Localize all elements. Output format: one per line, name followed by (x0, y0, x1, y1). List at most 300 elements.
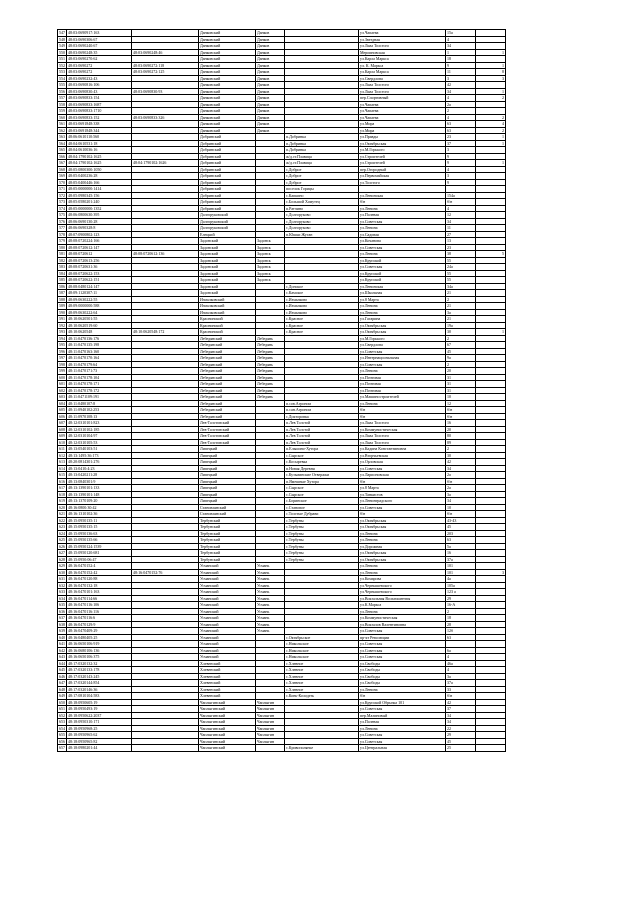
settlement-cell: с.Капкино (285, 192, 359, 199)
apartment-number-cell: 1 (476, 49, 506, 56)
district-cell: Усманский (199, 576, 256, 583)
house-number-cell: 63 (446, 634, 476, 641)
row-number-cell: 578 (59, 231, 65, 237)
settlement-cell: с.Сырское (285, 485, 359, 492)
city-cell: Данков (256, 108, 285, 115)
cadastral-number-cell: 48:18:0950965:82 (67, 738, 132, 745)
cadastral-number-cell: 48:17:0810104:583 (67, 693, 132, 700)
house-number-cell: б/н (446, 413, 476, 420)
register-table-body (58, 30, 506, 752)
cadastral-number-cell: 48:20:0814301:276 (67, 459, 132, 466)
street-cell: ул.Свердлова (359, 75, 446, 82)
district-cell: Липецкий (199, 472, 256, 479)
house-number-cell: 3а (446, 673, 476, 680)
cadastral-number-cell: 48:10:0620501:55 (67, 316, 132, 323)
street-cell: ул.Крупской Обрызка 101 (359, 699, 446, 706)
street-cell: ул.Чернышевского (359, 589, 446, 596)
street-cell: ул.Ленина (359, 537, 446, 544)
city-cell: Чаплыгин (256, 712, 285, 719)
cadastral-number-cell: 48:15:0950124:1539 (67, 543, 132, 550)
house-number-cell: б/н (446, 511, 476, 518)
row-number-cell: 619 (59, 498, 65, 503)
row-number-cell: 571 (59, 186, 65, 191)
city-cell: Данков (256, 36, 285, 43)
cadastral-number-cell: 48:16:0650106:375 (67, 654, 132, 661)
settlement-cell: с.Измалково (285, 303, 359, 310)
cadastral-number-cell: 48:04:1790102:1625 (67, 160, 132, 167)
house-number-cell: 3 (446, 75, 476, 82)
district-cell: Данковский (199, 69, 256, 76)
settlement-cell: п.Добринка (285, 134, 359, 141)
house-number-cell: 34 (446, 43, 476, 50)
house-number-cell: 21 (446, 316, 476, 323)
row-number-cell: 640 (59, 634, 65, 640)
row-number-cell: 553 (59, 69, 65, 74)
cadastral-number-cell: 48:15:0950135:15 (67, 524, 132, 531)
apartment-number-cell: 8 (476, 69, 506, 76)
district-cell: Лебедянский (199, 407, 256, 414)
city-cell: Лебедянь (256, 348, 285, 355)
row-number-cell: 569 (59, 173, 65, 178)
house-number-cell: 45 (446, 348, 476, 355)
street-cell: ул.Октябрьская (359, 329, 446, 336)
settlement-cell: с.Тербуны (285, 550, 359, 557)
cadastral-number-cell: 48:16:0470114:66 (67, 595, 132, 602)
district-cell: Краснинский (199, 322, 256, 329)
district-cell: Усманский (199, 654, 256, 661)
sub-cadastral-number-cell: 48:04:1790102:1626 (132, 160, 199, 167)
house-number-cell: 34а (446, 283, 476, 290)
settlement-cell: с.Тербуны (285, 543, 359, 550)
street-cell: ул.Льва Толстого (359, 420, 446, 427)
street-cell: ул.Советская (359, 738, 446, 745)
district-cell: Липецкий (199, 498, 256, 505)
cadastral-number-cell: 48:03:0690270:62 (67, 56, 132, 63)
row-number-cell: 574 (59, 205, 65, 211)
district-cell: Добринский (199, 199, 256, 206)
settlement-cell: с.Долгоруково (285, 212, 359, 219)
cadastral-number-cell: 48:12:0310102:185 (67, 426, 132, 433)
row-number-cell: 561 (59, 121, 65, 126)
district-cell: Добринский (199, 186, 256, 193)
house-number-cell: б/н (446, 693, 476, 700)
row-number-cell: 636 (59, 608, 65, 614)
settlement-cell: с.Хлевное (285, 673, 359, 680)
district-cell: Хлевенский (199, 667, 256, 674)
city-cell: Усмань (256, 628, 285, 635)
settlement-cell: с.Тербуны (285, 530, 359, 537)
house-number-cell: 6а (446, 647, 476, 654)
street-cell: ул.Льва Толстого (359, 88, 446, 95)
street-cell: ул.Льва Толстого (359, 43, 446, 50)
district-cell: Краснинский (199, 316, 256, 323)
table-row (58, 745, 506, 752)
settlement-cell: с.Кузьминские Отвержки (285, 472, 359, 479)
city-cell: Лебедянь (256, 335, 285, 342)
settlement-cell: с.Кривополянье (285, 745, 359, 752)
cadastral-number-cell: 48:08:0720622:151 (67, 277, 132, 284)
district-cell: Усманский (199, 563, 256, 570)
city-cell: Данков (256, 75, 285, 82)
row-number-cell: 548 (59, 36, 65, 42)
district-cell: Данковский (199, 88, 256, 95)
district-cell: Чаплыгинский (199, 745, 256, 752)
street-cell: ул.Строителей (359, 160, 446, 167)
row-number-cell: 575 (59, 212, 65, 217)
street-cell: ул.Советская (359, 361, 446, 368)
house-number-cell: 28 (446, 621, 476, 628)
row-number-cell: 643 (59, 654, 65, 659)
district-cell: Лебедянский (199, 394, 256, 401)
apartment-number-cell: 2 (476, 114, 506, 121)
house-number-cell: 21 (446, 290, 476, 297)
settlement-cell: с.Никольское (285, 647, 359, 654)
street-cell: ул.Крупской (359, 277, 446, 284)
house-number-cell: 13 (446, 238, 476, 245)
row-number-cell: 617 (59, 485, 65, 490)
cadastral-number-cell: 48:16:0470101:163 (67, 589, 132, 596)
cadastral-number-cell: 48:13:0840301:9 (67, 478, 132, 485)
district-cell: Лебедянский (199, 400, 256, 407)
cadastral-number-cell: 48:03:0691848:344 (67, 127, 132, 134)
house-number-cell: 63 (446, 537, 476, 544)
house-number-cell: 123 а (446, 589, 476, 596)
house-number-cell: 34 (446, 88, 476, 95)
settlement-cell: п.Юшки Жуган (285, 231, 359, 238)
cadastral-number-cell: 48:16:0650106:919 (67, 641, 132, 648)
house-number-cell: 33 (446, 686, 476, 693)
street-cell: ул.Свердлова (359, 342, 446, 349)
street-cell: ул.Строителей (359, 153, 446, 160)
city-cell: Чаплыгин (256, 732, 285, 739)
district-cell: Лебедянский (199, 374, 256, 381)
settlement-cell: с.Донское (285, 283, 359, 290)
row-number-cell: 605 (59, 407, 65, 412)
street-cell: ул.Школьная (359, 290, 446, 297)
street-cell: ул.Свободы (359, 667, 446, 674)
house-number-cell: 31 (446, 374, 476, 381)
district-cell: Чаплыгинский (199, 738, 256, 745)
house-number-cell: 34 (446, 498, 476, 505)
district-cell: Тербунский (199, 524, 256, 531)
row-number-cell: 637 (59, 615, 65, 620)
street-cell: ул.Чапаева (359, 114, 446, 121)
city-cell: Задонск (256, 244, 285, 251)
cadastral-number-cell: 48:03:0690833:152 (67, 114, 132, 121)
settlement-cell: с.Красное (285, 322, 359, 329)
sub-cadastral-number-cell: 48:10:0620548:172 (132, 329, 199, 336)
street-cell: ул.Льва Толстого (359, 439, 446, 446)
settlement-cell: с.Тербуны (285, 537, 359, 544)
city-cell: Лебедянь (256, 374, 285, 381)
house-number-cell: 24а (446, 264, 476, 271)
row-number-cell: 556 (59, 88, 65, 94)
row-number-cell: 547 (59, 30, 65, 35)
cadastral-number-cell: 48:03:0690306:67 (67, 36, 132, 43)
street-cell: ул.Льва Толстого (359, 82, 446, 89)
house-number-cell: 22 (446, 725, 476, 732)
street-cell: ул.Ленинградского (359, 498, 446, 505)
house-number-cell: 4 (446, 205, 476, 212)
house-number-cell: 31 (446, 381, 476, 388)
settlement-cell: с.Доброе (285, 179, 359, 186)
row-number-cell: 570 (59, 179, 65, 185)
row-number-cell: 595 (59, 342, 65, 347)
settlement-cell: с.Толстые Дубрави (285, 511, 359, 518)
city-cell: Усмань (256, 602, 285, 609)
row-number-cell: 592 (59, 322, 65, 328)
house-number-cell: 43-43 (446, 517, 476, 524)
house-number-cell: 12б (446, 628, 476, 635)
cadastral-number-cell: 48:11:0470135:198 (67, 342, 132, 349)
row-number-cell: 639 (59, 628, 65, 633)
cadastral-number-cell: 48:09:1120307:11 (67, 290, 132, 297)
house-number-cell: 42 (446, 82, 476, 89)
row-number-cell: 651 (59, 706, 65, 711)
row-number-cell: 566 (59, 153, 65, 159)
settlement-cell: с.Сырское (285, 491, 359, 498)
cadastral-number-cell: 48:18:0950965:62 (67, 732, 132, 739)
street-cell: ул.Ленина (359, 205, 446, 212)
cadastral-number-cell: 48:11:0470179:64 (67, 361, 132, 368)
settlement-cell: с.Косыревка (285, 459, 359, 466)
house-number-cell: 2а (446, 101, 476, 108)
house-number-cell: 23 (446, 134, 476, 141)
cadastral-number-cell: 48:03:0690833:154 (67, 95, 132, 102)
street-cell: ул.Ленина (359, 400, 446, 407)
city-cell: Лебедянь (256, 361, 285, 368)
house-number-cell: 31 (446, 387, 476, 394)
row-number-cell: 608 (59, 426, 65, 432)
sub-cadastral-number-cell: 48:03:0690248:46 (132, 49, 199, 56)
cadastral-number-cell: 48:13:0540103:51 (67, 446, 132, 453)
row-number-cell: 602 (59, 387, 65, 393)
row-number-cell: 579 (59, 238, 65, 243)
street-cell: ул.Ленинская (359, 192, 446, 199)
row-number-cell: 550 (59, 49, 65, 55)
city-cell: Данков (256, 43, 285, 50)
house-number-cell: 21 (446, 303, 476, 310)
house-number-cell: 55 (446, 277, 476, 284)
street-cell: ул.Ленинская (359, 283, 446, 290)
district-cell: Чаплыгинский (199, 725, 256, 732)
street-cell: ул.Октябрьская (359, 550, 446, 557)
house-number-cell: 16-А (446, 602, 476, 609)
row-number-cell: 563 (59, 134, 65, 139)
district-cell: Задонский (199, 244, 256, 251)
cadastral-number-cell: 48:03:0690272 (67, 69, 132, 76)
house-number-cell: 3 (446, 173, 476, 180)
settlement-cell: с.Хлевное (285, 680, 359, 687)
cadastral-number-cell: 48:05:0980345:156 (67, 192, 132, 199)
settlement-cell: п.Ельшино-Хутора (285, 446, 359, 453)
district-cell: Добринский (199, 179, 256, 186)
apartment-number-cell: 2 (476, 127, 506, 134)
row-number-cell: 615 (59, 472, 65, 477)
street-cell: ул.Октябрьская (359, 524, 446, 531)
street-cell: ул.Советская (359, 348, 446, 355)
district-cell: Усманский (199, 589, 256, 596)
street-cell: ул.Орловская (359, 459, 446, 466)
district-cell: Задонский (199, 290, 256, 297)
house-number-cell: 2 (446, 446, 476, 453)
row-number-cell: 567 (59, 160, 65, 165)
district-cell: Тербунский (199, 556, 256, 563)
cadastral-number-cell: 48:16:0480405:25 (67, 634, 132, 641)
house-number-cell: 12 (446, 212, 476, 219)
row-number-cell: 577 (59, 225, 65, 230)
apartment-number-cell: 1 (476, 329, 506, 336)
cadastral-number-cell: 48:13:1390101:133 (67, 485, 132, 492)
district-cell: Лев-Толстовский (199, 439, 256, 446)
district-cell: Хлевенский (199, 673, 256, 680)
district-cell: Данковский (199, 43, 256, 50)
district-cell: Липецкий (199, 478, 256, 485)
district-cell: Добринский (199, 134, 256, 141)
district-cell: Лебедянский (199, 368, 256, 375)
settlement-cell: с.Доброе (285, 166, 359, 173)
district-cell: Тербунский (199, 543, 256, 550)
city-cell: Данков (256, 82, 285, 89)
row-number-cell: 620 (59, 504, 65, 510)
settlement-cell: п.Добринка (285, 147, 359, 154)
street-cell: пр-кт Революции (359, 634, 446, 641)
street-cell: ул.Ленина (359, 368, 446, 375)
house-number-cell: 45 (446, 738, 476, 745)
city-cell: Чаплыгин (256, 699, 285, 706)
apartment-number-cell: 1 (476, 62, 506, 69)
district-cell: Усманский (199, 569, 256, 576)
house-number-cell: 3 (446, 147, 476, 154)
house-number-cell: 2 (446, 361, 476, 368)
cadastral-number-cell: 48:15:0950120:681 (67, 550, 132, 557)
house-number-cell: 105а (446, 582, 476, 589)
house-number-cell: б/н (446, 407, 476, 414)
house-number-cell: 18 (446, 615, 476, 622)
house-number-cell: 4 (446, 667, 476, 674)
street-cell: ул.Советская (359, 218, 446, 225)
row-number-cell: 653 (59, 719, 65, 724)
row-number-cell: 573 (59, 199, 65, 204)
settlement-cell: с.Тербуны (285, 517, 359, 524)
house-number-cell: 30 (446, 452, 476, 459)
district-cell: Измалковский (199, 309, 256, 316)
row-number-cell: 607 (59, 420, 65, 425)
district-cell: Чаплыгинский (199, 732, 256, 739)
row-number-cell: 642 (59, 647, 65, 653)
cadastral-number-cell: 48:03:0690248:35 (67, 49, 132, 56)
cadastral-number-cell: 48:16:0470129:9 (67, 621, 132, 628)
cadastral-number-cell: 48:11:0471109:191 (67, 394, 132, 401)
house-number-cell: 63 (446, 121, 476, 128)
cadastral-number-cell: 48:06:0610110:560 (67, 134, 132, 141)
city-cell: Данков (256, 127, 285, 134)
cadastral-number-cell: 48:05:0800300:1050 (67, 166, 132, 173)
settlement-cell: с.Хлевное (285, 667, 359, 674)
cadastral-number-cell: 48:05:0400446:166 (67, 179, 132, 186)
street-cell: ул.Ленина (359, 530, 446, 537)
district-cell: Задонский (199, 238, 256, 245)
row-number-cell: 618 (59, 491, 65, 497)
city-cell: Лебедянь (256, 342, 285, 349)
city-cell: Данков (256, 30, 285, 37)
street-cell: ул.Центральная (359, 745, 446, 752)
district-cell: Чаплыгинский (199, 719, 256, 726)
row-number-cell: 652 (59, 712, 65, 718)
district-cell: Чаплыгинский (199, 706, 256, 713)
district-cell: Данковский (199, 101, 256, 108)
row-number-cell: 630 (59, 569, 65, 575)
street-cell: б/н (359, 511, 446, 518)
street-cell: ул.Октябрьская (359, 517, 446, 524)
cadastral-number-cell: 48:12:0310104:97 (67, 433, 132, 440)
row-number-cell: 600 (59, 374, 65, 380)
street-cell: ул.Мира (359, 127, 446, 134)
street-cell: ул.Вокзальная Вольтишентия (359, 595, 446, 602)
cadastral-number-cell: 48:04:0610036:16 (67, 147, 132, 154)
row-number-cell: 549 (59, 43, 65, 48)
row-number-cell: 609 (59, 433, 65, 438)
district-cell: Усманский (199, 595, 256, 602)
district-cell: Долгоруковский (199, 212, 256, 219)
row-number-cell: 586 (59, 283, 65, 289)
settlement-cell: с.Долгоруково (285, 225, 359, 232)
house-number-cell: 203 (446, 530, 476, 537)
street-cell: ул.8 Марта (359, 485, 446, 492)
city-cell: Лебедянь (256, 387, 285, 394)
district-cell: Данковский (199, 56, 256, 63)
cadastral-number-cell: 48:03:0690240:67 (67, 43, 132, 50)
settlement-cell: с.Тербуны (285, 556, 359, 563)
district-cell: Добринский (199, 147, 256, 154)
settlement-cell: с.Измалково (285, 296, 359, 303)
house-number-cell: 9 (446, 160, 476, 167)
row-number-cell: 564 (59, 140, 65, 146)
street-cell: ул.Свободы (359, 660, 446, 667)
cadastral-number-cell: 48:16:0800:30:42 (67, 504, 132, 511)
row-number-cell: 656 (59, 738, 65, 744)
house-number-cell: 1 (446, 49, 476, 56)
settlement-cell: с.Тербуны (285, 524, 359, 531)
cadastral-number-cell: 48:09:0000000:588 (67, 303, 132, 310)
house-number-cell: 4 (446, 95, 476, 102)
house-number-cell: 37 (446, 706, 476, 713)
district-cell: Усманский (199, 628, 256, 635)
district-cell: Добринский (199, 166, 256, 173)
settlement-cell: с.Измалково (285, 309, 359, 316)
register-table (57, 29, 506, 752)
row-number-cell: 581 (59, 251, 65, 256)
district-cell: Лебедянский (199, 387, 256, 394)
street-cell: ул.Вокзалов Валентиновна (359, 621, 446, 628)
cadastral-number-cell: 48:16:0470116:116 (67, 608, 132, 615)
cadastral-number-cell: 48:16:1310102:36 (67, 511, 132, 518)
city-cell: Чаплыгин (256, 719, 285, 726)
house-number-cell: б/н (446, 478, 476, 485)
house-number-cell: 34 (446, 712, 476, 719)
district-cell: Липецкий (199, 452, 256, 459)
district-cell: Чаплыгинский (199, 712, 256, 719)
district-cell: Добринский (199, 205, 256, 212)
street-cell: ул.К.Маркса (359, 602, 446, 609)
district-cell: Данковский (199, 82, 256, 89)
row-number-cell: 580 (59, 244, 65, 250)
apartment-number-cell: 1 (476, 160, 506, 167)
district-cell: Добринский (199, 160, 256, 167)
sub-cadastral-number-cell (132, 745, 199, 752)
district-cell: Тербунский (199, 530, 256, 537)
house-number-cell: 9 (446, 153, 476, 160)
